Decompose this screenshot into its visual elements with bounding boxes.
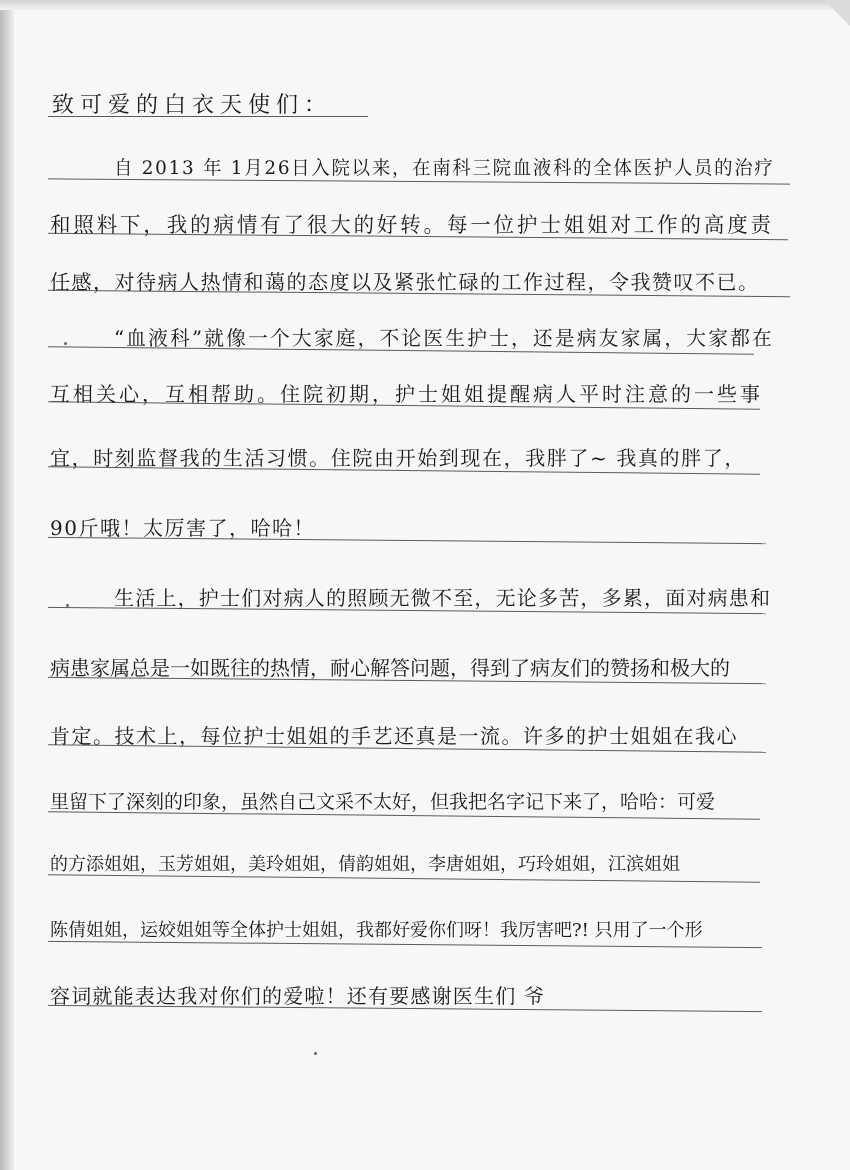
letter-line: 和照料下，我的病情有了很大的好转。每一位护士姐姐对工作的高度责 — [50, 213, 774, 237]
letter-line: 的方添姐姐，玉芳姐姐，美玲姐姐，倩韵姐姐，李唐姐姐，巧玲姐姐，江滨姐姐 — [50, 854, 680, 875]
letter-line: 里留下了深刻的印象，虽然自己文采不太好，但我把名字记下来了，哈哈：可爱 — [50, 791, 716, 813]
ink-dot — [64, 342, 67, 345]
letter-line: 自 2013 年 1月26日入院以来，在南科三院血液科的全体医护人员的治疗 — [114, 157, 775, 179]
letter-greeting: 致可爱的白衣天使们： — [52, 93, 333, 118]
letter-line: 肯定。技术上，每位护士姐姐的手艺还真是一流。许多的护士姐姐在我心 — [50, 724, 738, 748]
letter-line: 容词就能表达我对你们的爱啦！还有要感谢医生们 爷 — [50, 984, 546, 1008]
letter-line: 病患家属总是一如既往的热情，耐心解答问题，得到了病友们的赞扬和极大的 — [50, 656, 730, 680]
letter-page — [14, 10, 850, 1170]
letter-line: 任感，对待病人热情和蔼的态度以及紧张忙碌的工作过程，令我赞叹不已。 — [50, 270, 760, 294]
letter-line: “血液科”就像一个大家庭，不论医生护士，还是病友家属，大家都在 — [114, 326, 774, 350]
page-corner — [824, 0, 850, 26]
letter-line: 宜，时刻监督我的生活习惯。住院由开始到现在，我胖了~ 我真的胖了， — [50, 446, 746, 470]
letter-line: 生活上，护士们对病人的照顾无微不至，无论多苦，多累，面对病患和 — [114, 586, 772, 610]
letter-line: 陈倩姐姐，运姣姐姐等全体护士姐姐，我都好爱你们呀！我厉害吧?! 只用了一个形 — [50, 920, 703, 941]
scan-edge-shadow — [0, 0, 14, 1170]
ink-dot — [66, 604, 69, 607]
scan-top-shadow — [0, 0, 850, 10]
ink-dot — [314, 1052, 317, 1055]
letter-line: 互相关心，互相帮助。住院初期，护士姐姐提醒病人平时注意的一些事 — [50, 382, 763, 406]
letter-line: 90斤哦！太厉害了，哈哈！ — [50, 516, 315, 540]
